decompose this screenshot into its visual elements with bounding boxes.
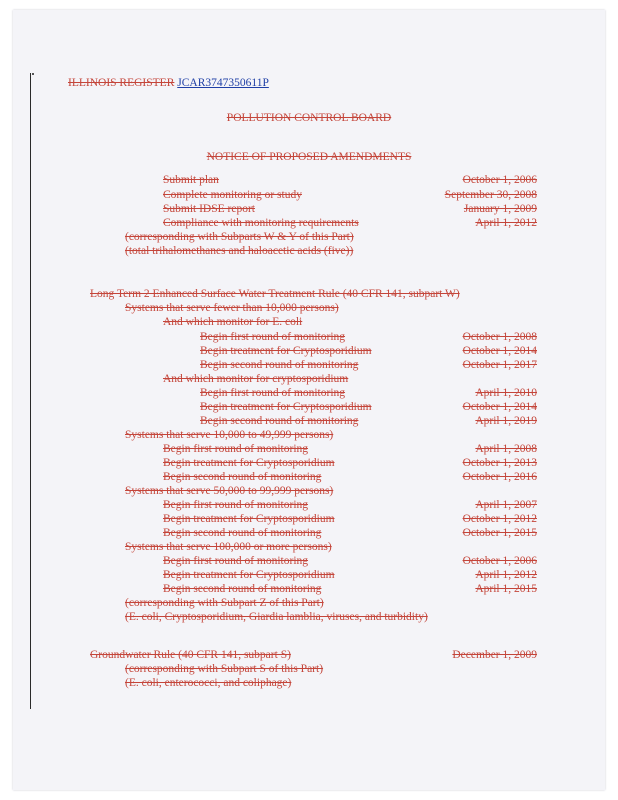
schedule-item-text: Begin first round of monitoring bbox=[163, 499, 309, 511]
register-title: ILLINOIS REGISTER bbox=[68, 77, 175, 89]
schedule-item-text: Submit IDSE report bbox=[163, 203, 255, 215]
schedule-item-text: Begin treatment for Cryptosporidium bbox=[163, 513, 335, 525]
document-page bbox=[13, 10, 605, 790]
schedule-item-text: And which monitor for cryptosporidium bbox=[163, 373, 349, 385]
schedule-item-text: Systems that serve 50,000 to 99,999 persons) bbox=[125, 485, 334, 497]
margin-mark bbox=[32, 73, 34, 75]
schedule-item-text: Submit plan bbox=[163, 174, 219, 186]
schedule-item-text: (E. coli, Cryptosporidium, Giardia lamblia, viruses, and turbidity) bbox=[125, 611, 428, 623]
schedule-item-date: October 1, 2016 bbox=[462, 471, 537, 483]
schedule-item-date: April 1, 2015 bbox=[475, 583, 537, 595]
schedule-item-text: Systems that serve 100,000 or more persons) bbox=[125, 541, 332, 553]
schedule-item-text: Complete monitoring or study bbox=[163, 189, 302, 201]
schedule-item-date: October 1, 2014 bbox=[462, 345, 537, 357]
schedule-item-date: April 1, 2007 bbox=[475, 499, 537, 511]
schedule-item-text: Systems that serve fewer than 10,000 persons) bbox=[125, 302, 339, 314]
schedule-item-date: September 30, 2008 bbox=[444, 189, 537, 201]
schedule-item-text: Begin treatment for Cryptosporidium bbox=[163, 457, 335, 469]
schedule-item-text: (corresponding with Subpart S of this Part) bbox=[125, 663, 324, 675]
schedule-item-text: (corresponding with Subparts W & Y of this Part) bbox=[125, 231, 354, 243]
register-header bbox=[68, 76, 269, 90]
schedule-item-date: April 1, 2012 bbox=[475, 569, 537, 581]
schedule-item-text: Groundwater Rule (40 CFR 141, subpart S) bbox=[90, 649, 291, 661]
register-code: JCAR3747350611P bbox=[177, 77, 269, 89]
board-title: POLLUTION CONTROL BOARD bbox=[226, 112, 392, 124]
schedule-item-text: Begin second round of monitoring bbox=[200, 415, 359, 427]
schedule-item-text: (E. coli, enterococci, and coliphage) bbox=[125, 677, 292, 689]
schedule-item-text: Begin second round of monitoring bbox=[163, 471, 322, 483]
schedule-item-text: Begin first round of monitoring bbox=[200, 387, 346, 399]
schedule-item-text: Begin first round of monitoring bbox=[200, 331, 346, 343]
schedule-item-text: Begin first round of monitoring bbox=[163, 555, 309, 567]
schedule-item-date: January 1, 2009 bbox=[463, 203, 537, 215]
schedule-item-text: Begin first round of monitoring bbox=[163, 443, 309, 455]
schedule-item-date: October 1, 2006 bbox=[462, 555, 537, 567]
schedule-item-text: Long Term 2 Enhanced Surface Water Treatment Rule (40 CFR 141, subpart W) bbox=[90, 288, 460, 300]
schedule-item-date: October 1, 2014 bbox=[462, 401, 537, 413]
schedule-item-date: December 1, 2009 bbox=[452, 649, 537, 661]
schedule-item-text: Systems that serve 10,000 to 49,999 persons) bbox=[125, 429, 334, 441]
schedule-item-text: Begin second round of monitoring bbox=[163, 527, 322, 539]
schedule-item-date: October 1, 2012 bbox=[462, 513, 537, 525]
schedule-item-text: (total trihalomethanes and haloacetic acids (five)) bbox=[125, 245, 354, 257]
schedule-item-date: April 1, 2012 bbox=[475, 217, 537, 229]
schedule-item-text: Begin treatment for Cryptosporidium bbox=[200, 401, 372, 413]
schedule-item-date: April 1, 2010 bbox=[475, 387, 537, 399]
schedule-item-date: October 1, 2017 bbox=[462, 359, 537, 371]
schedule-item-date: October 1, 2015 bbox=[462, 527, 537, 539]
schedule-item-text: Begin treatment for Cryptosporidium bbox=[163, 569, 335, 581]
margin-revision-bar bbox=[30, 73, 31, 709]
schedule-item-date: April 1, 2019 bbox=[475, 415, 537, 427]
schedule-item-text: (corresponding with Subpart Z of this Part) bbox=[125, 597, 324, 609]
schedule-item-text: Compliance with monitoring requirements bbox=[163, 217, 359, 229]
schedule-item-text: Begin treatment for Cryptosporidium bbox=[200, 345, 372, 357]
schedule-item-text: Begin second round of monitoring bbox=[200, 359, 359, 371]
schedule-item-date: October 1, 2008 bbox=[462, 331, 537, 343]
schedule-item-text: And which monitor for E. coli bbox=[163, 316, 303, 328]
notice-title: NOTICE OF PROPOSED AMENDMENTS bbox=[206, 151, 412, 163]
schedule-item-date: October 1, 2006 bbox=[462, 174, 537, 186]
schedule-item-text: Begin second round of monitoring bbox=[163, 583, 322, 595]
schedule-item-date: October 1, 2013 bbox=[462, 457, 537, 469]
schedule-item-date: April 1, 2008 bbox=[475, 443, 537, 455]
